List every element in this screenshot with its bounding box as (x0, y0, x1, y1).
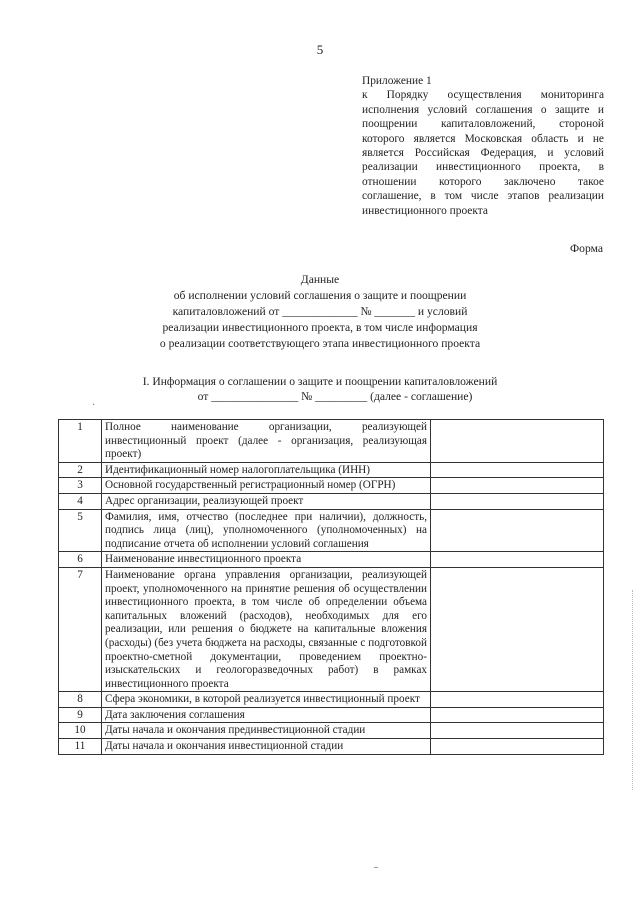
row-value-cell[interactable] (431, 420, 604, 463)
row-number: 2 (59, 462, 102, 478)
row-label: Основной государственный регистрационный номер (ОГРН) (102, 478, 431, 494)
data-heading-line: Данные (300, 273, 340, 286)
table-row (59, 493, 604, 509)
appendix-body: к Порядку осуществления мониторинга исполнения условий соглашения о защите и поощрении капиталовложений, стороной которого является Московская область и не является Российская Федерация, и условий реализации инвестиционного проекта, в отношении которого заключено такое соглашение, в том числе этапов реализации инвестиционного проекта (362, 89, 604, 217)
row-value-cell[interactable] (431, 567, 604, 691)
row-number: 7 (59, 567, 102, 691)
row-number: 9 (59, 707, 102, 723)
row-number: 5 (59, 509, 102, 552)
row-label: Сфера экономики, в которой реализуется инвестиционный проект (102, 692, 431, 708)
scan-dash (374, 867, 378, 868)
row-value-cell[interactable] (431, 462, 604, 478)
table-row (59, 552, 604, 568)
row-number: 1 (59, 420, 102, 463)
scan-edge-dots (632, 590, 634, 790)
appendix-title: Приложение 1 (362, 75, 432, 87)
scan-dot: · (92, 400, 96, 411)
section-heading-subtitle: от _______________ № _________ (далее - соглашение) (197, 390, 473, 403)
row-value-cell[interactable] (431, 552, 604, 568)
row-number: 3 (59, 478, 102, 494)
row-label: Адрес организации, реализующей проект (102, 493, 431, 509)
row-label: Идентификационный номер налогоплательщика (ИНН) (102, 462, 431, 478)
table-row (59, 692, 604, 708)
row-number: 6 (59, 552, 102, 568)
row-label: Дата заключения соглашения (102, 707, 431, 723)
data-heading-line: реализации инвестиционного проекта, в том числе информация (162, 321, 478, 334)
table-row (59, 707, 604, 723)
table-row (59, 567, 604, 691)
row-value-cell[interactable] (431, 692, 604, 708)
row-value-cell[interactable] (431, 707, 604, 723)
data-heading-line: об исполнении условий соглашения о защите и поощрении (173, 289, 467, 302)
form-label: Форма (570, 242, 603, 255)
row-label: Фамилия, имя, отчество (последнее при наличии), должность, подпись лица (лиц), уполномоченного (уполномоченных) на подписание отчета об исполнении условий соглашения (102, 509, 431, 552)
row-value-cell[interactable] (431, 509, 604, 552)
data-heading-line: о реализации соответствующего этапа инвестиционного проекта (159, 337, 481, 350)
table-row (59, 462, 604, 478)
page-number: 5 (316, 42, 324, 57)
row-value-cell[interactable] (431, 723, 604, 739)
table-row (59, 478, 604, 494)
table-row (59, 420, 604, 463)
row-number: 8 (59, 692, 102, 708)
appendix-block (362, 74, 604, 218)
table-row (59, 509, 604, 552)
section-heading-title: I. Информация о соглашении о защите и поощрении капиталовложений (142, 375, 498, 388)
row-value-cell[interactable] (431, 739, 604, 755)
row-label: Наименование органа управления организации, реализующей проект, уполномоченного на принятие решения об осуществлении инвестиционного проекта, в том числе об определении объема капитальных вложений (расходов), необходимых для его реализации, или решения о бюджете на капитальные вложения (расходы) (без учета бюджета на расходы, связанные с подготовкой проектно-сметной документации, проведением проектно-изыскательских и геологоразведочных работ) в рамках инвестиционного проекта (102, 567, 431, 691)
table-row (59, 739, 604, 755)
row-number: 11 (59, 739, 102, 755)
row-number: 4 (59, 493, 102, 509)
table-row (59, 723, 604, 739)
row-value-cell[interactable] (431, 478, 604, 494)
data-heading (0, 272, 640, 352)
section-heading (0, 374, 640, 404)
row-label: Даты начала и окончания инвестиционной стадии (102, 739, 431, 755)
agreement-info-table (58, 419, 604, 755)
row-label: Полное наименование организации, реализующей инвестиционный проект (далее - организация, реализующая проект) (102, 420, 431, 463)
data-heading-line: капиталовложений от _____________ № _______ и условий (172, 305, 468, 318)
row-value-cell[interactable] (431, 493, 604, 509)
row-label: Наименование инвестиционного проекта (102, 552, 431, 568)
row-label: Даты начала и окончания прединвестиционной стадии (102, 723, 431, 739)
row-number: 10 (59, 723, 102, 739)
